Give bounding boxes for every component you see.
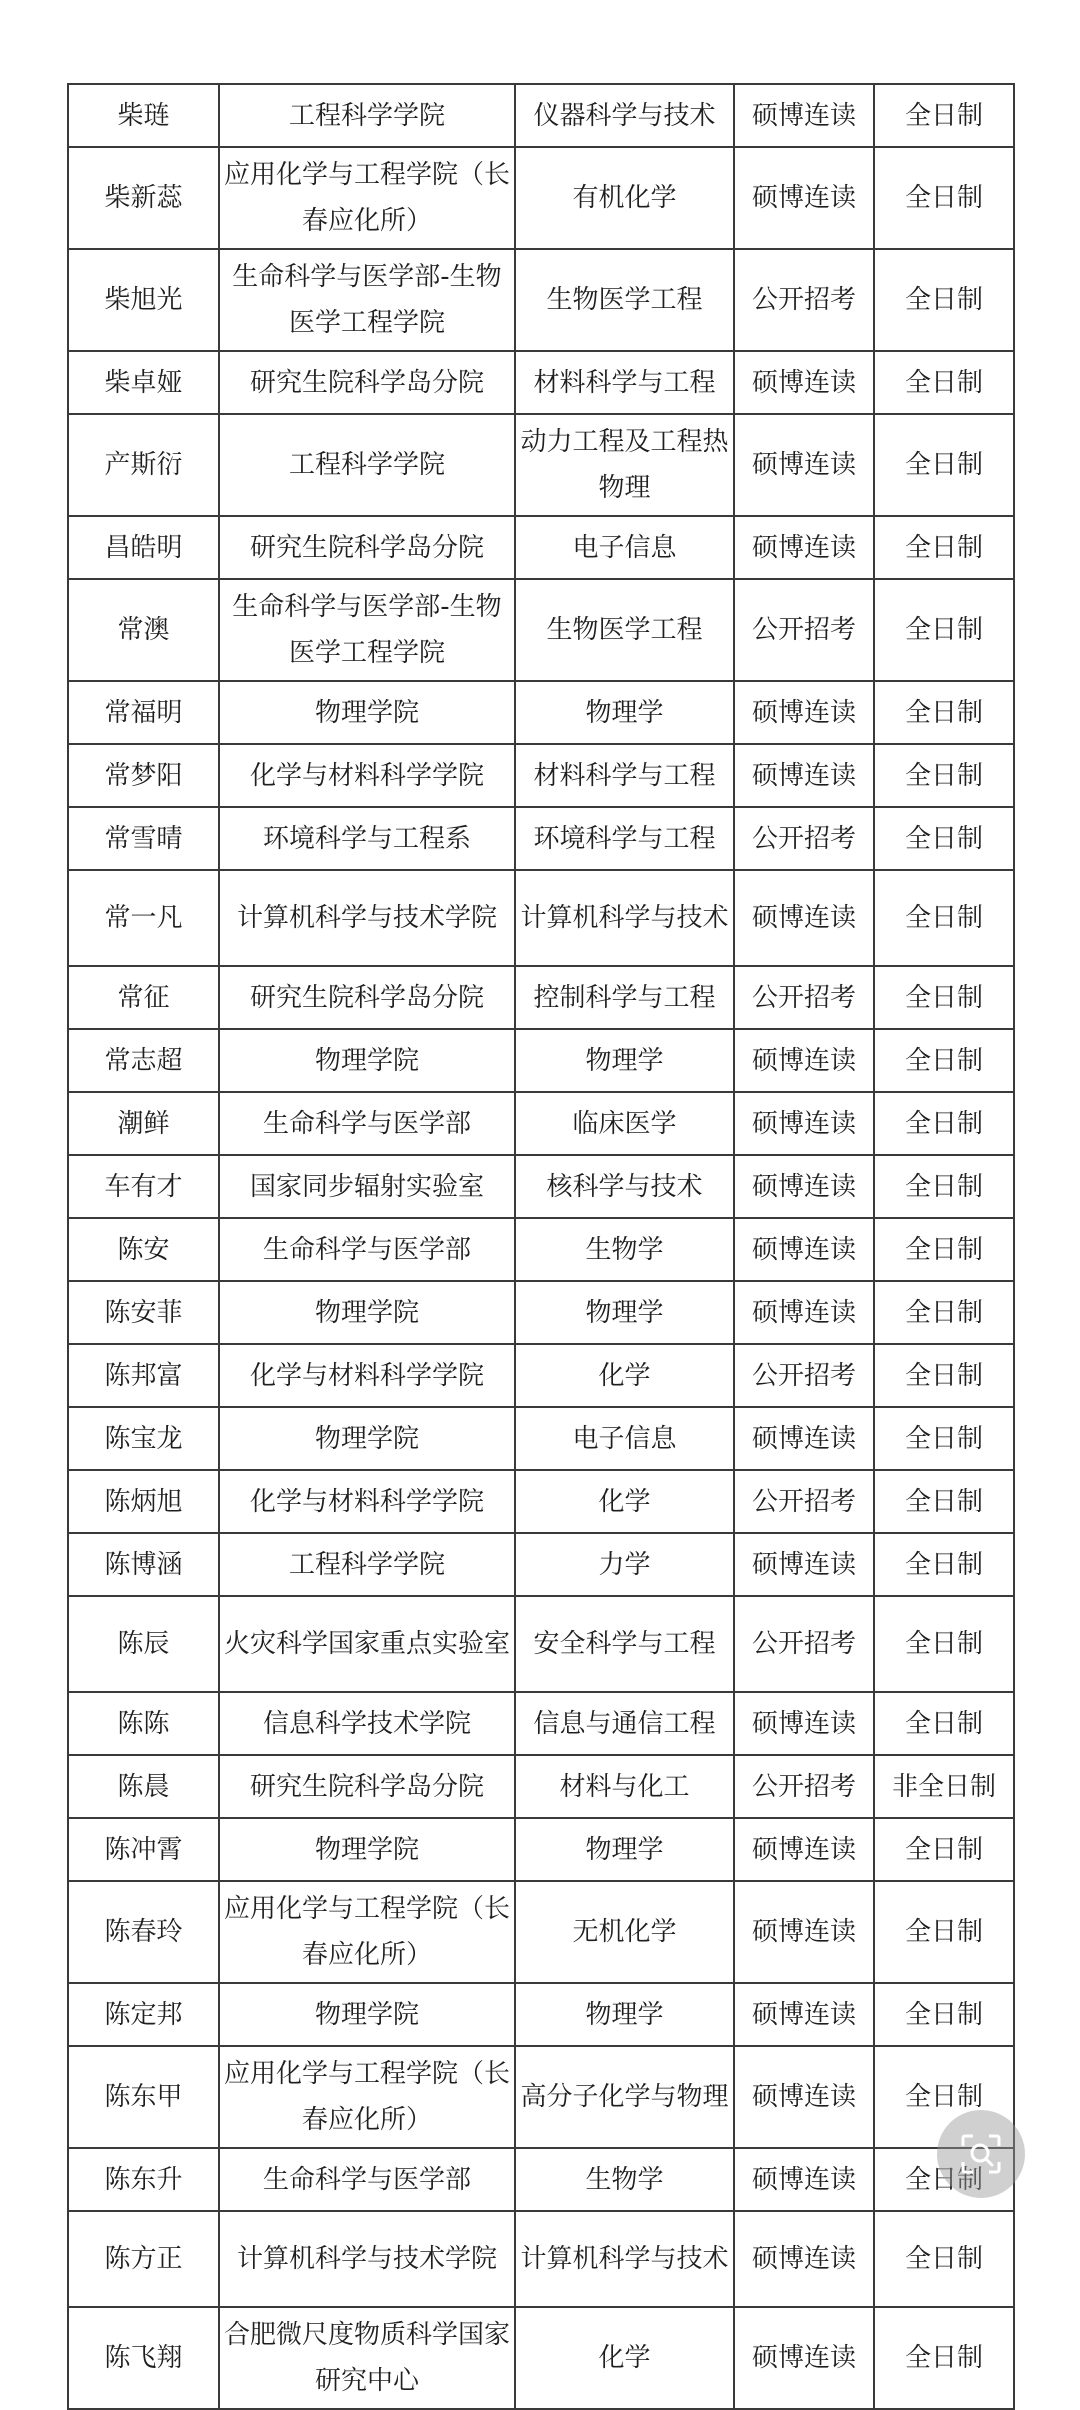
table-row <box>68 579 1014 681</box>
name-cell: 常梦阳 <box>68 744 219 807</box>
name-cell: 柴琏 <box>68 84 219 147</box>
department-cell: 研究生院科学岛分院 <box>219 1755 515 1818</box>
department-cell: 工程科学学院 <box>219 414 515 516</box>
study-mode-cell: 全日制 <box>874 1281 1014 1344</box>
name-cell: 陈东升 <box>68 2148 219 2211</box>
admission-type-cell: 硕博连读 <box>734 1881 874 1983</box>
admission-type-cell: 公开招考 <box>734 1344 874 1407</box>
department-cell: 化学与材料科学学院 <box>219 1344 515 1407</box>
admission-type-cell: 硕博连读 <box>734 2307 874 2409</box>
department-cell: 应用化学与工程学院（长春应化所） <box>219 2046 515 2148</box>
major-cell: 物理学 <box>515 681 734 744</box>
department-cell: 应用化学与工程学院（长春应化所） <box>219 1881 515 1983</box>
admission-type-cell: 硕博连读 <box>734 414 874 516</box>
department-cell: 研究生院科学岛分院 <box>219 966 515 1029</box>
table-row <box>68 516 1014 579</box>
table-row <box>68 1755 1014 1818</box>
table-row <box>68 807 1014 870</box>
admission-type-cell: 硕博连读 <box>734 516 874 579</box>
major-cell: 有机化学 <box>515 147 734 249</box>
department-cell: 物理学院 <box>219 1029 515 1092</box>
table-row <box>68 414 1014 516</box>
name-cell: 陈宝龙 <box>68 1407 219 1470</box>
major-cell: 控制科学与工程 <box>515 966 734 1029</box>
table-body <box>68 84 1014 2409</box>
table-row <box>68 147 1014 249</box>
study-mode-cell: 全日制 <box>874 579 1014 681</box>
study-mode-cell: 全日制 <box>874 744 1014 807</box>
department-cell: 火灾科学国家重点实验室 <box>219 1596 515 1692</box>
department-cell: 物理学院 <box>219 1407 515 1470</box>
major-cell: 化学 <box>515 2307 734 2409</box>
name-cell: 车有才 <box>68 1155 219 1218</box>
admission-type-cell: 硕博连读 <box>734 1029 874 1092</box>
major-cell: 物理学 <box>515 1983 734 2046</box>
admission-type-cell: 公开招考 <box>734 807 874 870</box>
name-cell: 常雪晴 <box>68 807 219 870</box>
department-cell: 信息科学技术学院 <box>219 1692 515 1755</box>
name-cell: 陈方正 <box>68 2211 219 2307</box>
study-mode-cell: 全日制 <box>874 1470 1014 1533</box>
table-row <box>68 1029 1014 1092</box>
study-mode-cell: 全日制 <box>874 1983 1014 2046</box>
department-cell: 化学与材料科学学院 <box>219 744 515 807</box>
study-mode-cell: 全日制 <box>874 249 1014 351</box>
admission-type-cell: 公开招考 <box>734 249 874 351</box>
study-mode-cell: 全日制 <box>874 1029 1014 1092</box>
admission-type-cell: 硕博连读 <box>734 1281 874 1344</box>
major-cell: 材料科学与工程 <box>515 351 734 414</box>
table-row <box>68 2211 1014 2307</box>
admission-type-cell: 硕博连读 <box>734 351 874 414</box>
table-row <box>68 1470 1014 1533</box>
enrollment-table <box>67 83 1015 2410</box>
table-row <box>68 1218 1014 1281</box>
major-cell: 材料与化工 <box>515 1755 734 1818</box>
department-cell: 国家同步辐射实验室 <box>219 1155 515 1218</box>
admission-type-cell: 硕博连读 <box>734 2211 874 2307</box>
department-cell: 物理学院 <box>219 1983 515 2046</box>
table-row <box>68 1155 1014 1218</box>
name-cell: 常征 <box>68 966 219 1029</box>
table-row <box>68 1881 1014 1983</box>
name-cell: 陈晨 <box>68 1755 219 1818</box>
name-cell: 陈春玲 <box>68 1881 219 1983</box>
department-cell: 物理学院 <box>219 681 515 744</box>
study-mode-cell: 全日制 <box>874 84 1014 147</box>
name-cell: 陈辰 <box>68 1596 219 1692</box>
department-cell: 研究生院科学岛分院 <box>219 516 515 579</box>
table-row <box>68 1344 1014 1407</box>
table-row <box>68 1092 1014 1155</box>
department-cell: 应用化学与工程学院（长春应化所） <box>219 147 515 249</box>
department-cell: 研究生院科学岛分院 <box>219 351 515 414</box>
admission-type-cell: 硕博连读 <box>734 147 874 249</box>
name-cell: 陈邦富 <box>68 1344 219 1407</box>
admission-type-cell: 公开招考 <box>734 1596 874 1692</box>
department-cell: 计算机科学与技术学院 <box>219 2211 515 2307</box>
major-cell: 核科学与技术 <box>515 1155 734 1218</box>
admission-type-cell: 硕博连读 <box>734 681 874 744</box>
table-row <box>68 1407 1014 1470</box>
major-cell: 计算机科学与技术 <box>515 2211 734 2307</box>
image-search-icon <box>957 2130 1005 2178</box>
admission-type-cell: 硕博连读 <box>734 2046 874 2148</box>
table-row <box>68 1533 1014 1596</box>
admission-type-cell: 硕博连读 <box>734 1155 874 1218</box>
major-cell: 生物医学工程 <box>515 249 734 351</box>
department-cell: 工程科学学院 <box>219 84 515 147</box>
study-mode-cell: 全日制 <box>874 2148 1014 2211</box>
table-row <box>68 681 1014 744</box>
table-row <box>68 2307 1014 2409</box>
study-mode-cell: 全日制 <box>874 966 1014 1029</box>
name-cell: 陈陈 <box>68 1692 219 1755</box>
name-cell: 产斯衍 <box>68 414 219 516</box>
major-cell: 电子信息 <box>515 1407 734 1470</box>
major-cell: 动力工程及工程热物理 <box>515 414 734 516</box>
major-cell: 电子信息 <box>515 516 734 579</box>
study-mode-cell: 全日制 <box>874 2046 1014 2148</box>
table-row <box>68 2148 1014 2211</box>
admission-type-cell: 硕博连读 <box>734 2148 874 2211</box>
study-mode-cell: 全日制 <box>874 870 1014 966</box>
department-cell: 计算机科学与技术学院 <box>219 870 515 966</box>
admission-type-cell: 公开招考 <box>734 966 874 1029</box>
admission-type-cell: 公开招考 <box>734 1470 874 1533</box>
study-mode-cell: 全日制 <box>874 807 1014 870</box>
admission-type-cell: 硕博连读 <box>734 1092 874 1155</box>
name-cell: 柴卓娅 <box>68 351 219 414</box>
admission-type-cell: 硕博连读 <box>734 84 874 147</box>
study-mode-cell: 全日制 <box>874 2211 1014 2307</box>
major-cell: 信息与通信工程 <box>515 1692 734 1755</box>
table-row <box>68 1818 1014 1881</box>
admission-type-cell: 硕博连读 <box>734 1407 874 1470</box>
name-cell: 柴旭光 <box>68 249 219 351</box>
study-mode-cell: 全日制 <box>874 414 1014 516</box>
major-cell: 环境科学与工程 <box>515 807 734 870</box>
name-cell: 陈炳旭 <box>68 1470 219 1533</box>
department-cell: 生命科学与医学部 <box>219 1092 515 1155</box>
admission-type-cell: 公开招考 <box>734 1755 874 1818</box>
study-mode-cell: 全日制 <box>874 351 1014 414</box>
study-mode-cell: 全日制 <box>874 516 1014 579</box>
table-row <box>68 249 1014 351</box>
table-row <box>68 351 1014 414</box>
department-cell: 物理学院 <box>219 1818 515 1881</box>
major-cell: 材料科学与工程 <box>515 744 734 807</box>
study-mode-cell: 全日制 <box>874 1344 1014 1407</box>
major-cell: 化学 <box>515 1470 734 1533</box>
major-cell: 物理学 <box>515 1818 734 1881</box>
table-row <box>68 870 1014 966</box>
major-cell: 物理学 <box>515 1281 734 1344</box>
table-row <box>68 744 1014 807</box>
major-cell: 仪器科学与技术 <box>515 84 734 147</box>
department-cell: 合肥微尺度物质科学国家研究中心 <box>219 2307 515 2409</box>
name-cell: 陈安菲 <box>68 1281 219 1344</box>
major-cell: 力学 <box>515 1533 734 1596</box>
department-cell: 工程科学学院 <box>219 1533 515 1596</box>
table-row <box>68 966 1014 1029</box>
table-row <box>68 1692 1014 1755</box>
study-mode-cell: 非全日制 <box>874 1755 1014 1818</box>
name-cell: 常志超 <box>68 1029 219 1092</box>
study-mode-cell: 全日制 <box>874 1596 1014 1692</box>
study-mode-cell: 全日制 <box>874 1818 1014 1881</box>
study-mode-cell: 全日制 <box>874 1407 1014 1470</box>
admission-type-cell: 硕博连读 <box>734 870 874 966</box>
name-cell: 陈冲霄 <box>68 1818 219 1881</box>
name-cell: 常一凡 <box>68 870 219 966</box>
study-mode-cell: 全日制 <box>874 2307 1014 2409</box>
study-mode-cell: 全日制 <box>874 681 1014 744</box>
table-row <box>68 84 1014 147</box>
name-cell: 陈安 <box>68 1218 219 1281</box>
department-cell: 生命科学与医学部-生物医学工程学院 <box>219 249 515 351</box>
department-cell: 环境科学与工程系 <box>219 807 515 870</box>
department-cell: 生命科学与医学部 <box>219 2148 515 2211</box>
major-cell: 临床医学 <box>515 1092 734 1155</box>
department-cell: 物理学院 <box>219 1281 515 1344</box>
name-cell: 常澳 <box>68 579 219 681</box>
study-mode-cell: 全日制 <box>874 1092 1014 1155</box>
study-mode-cell: 全日制 <box>874 1881 1014 1983</box>
admission-type-cell: 硕博连读 <box>734 1218 874 1281</box>
study-mode-cell: 全日制 <box>874 1692 1014 1755</box>
table-row <box>68 1983 1014 2046</box>
major-cell: 生物医学工程 <box>515 579 734 681</box>
table-row <box>68 1281 1014 1344</box>
name-cell: 陈东甲 <box>68 2046 219 2148</box>
admission-type-cell: 硕博连读 <box>734 1983 874 2046</box>
name-cell: 常福明 <box>68 681 219 744</box>
study-mode-cell: 全日制 <box>874 147 1014 249</box>
table-row <box>68 1596 1014 1692</box>
study-mode-cell: 全日制 <box>874 1155 1014 1218</box>
enrollment-table-sheet <box>67 83 1013 2410</box>
major-cell: 物理学 <box>515 1029 734 1092</box>
major-cell: 计算机科学与技术 <box>515 870 734 966</box>
admission-type-cell: 硕博连读 <box>734 744 874 807</box>
image-search-button[interactable] <box>937 2110 1025 2198</box>
name-cell: 潮鲜 <box>68 1092 219 1155</box>
admission-type-cell: 硕博连读 <box>734 1692 874 1755</box>
major-cell: 高分子化学与物理 <box>515 2046 734 2148</box>
department-cell: 生命科学与医学部-生物医学工程学院 <box>219 579 515 681</box>
name-cell: 柴新蕊 <box>68 147 219 249</box>
major-cell: 生物学 <box>515 1218 734 1281</box>
name-cell: 昌皓明 <box>68 516 219 579</box>
table-row <box>68 2046 1014 2148</box>
study-mode-cell: 全日制 <box>874 1533 1014 1596</box>
major-cell: 化学 <box>515 1344 734 1407</box>
major-cell: 生物学 <box>515 2148 734 2211</box>
name-cell: 陈飞翔 <box>68 2307 219 2409</box>
name-cell: 陈定邦 <box>68 1983 219 2046</box>
major-cell: 无机化学 <box>515 1881 734 1983</box>
admission-type-cell: 公开招考 <box>734 579 874 681</box>
department-cell: 生命科学与医学部 <box>219 1218 515 1281</box>
admission-type-cell: 硕博连读 <box>734 1818 874 1881</box>
department-cell: 化学与材料科学学院 <box>219 1470 515 1533</box>
name-cell: 陈博涵 <box>68 1533 219 1596</box>
admission-type-cell: 硕博连读 <box>734 1533 874 1596</box>
major-cell: 安全科学与工程 <box>515 1596 734 1692</box>
study-mode-cell: 全日制 <box>874 1218 1014 1281</box>
